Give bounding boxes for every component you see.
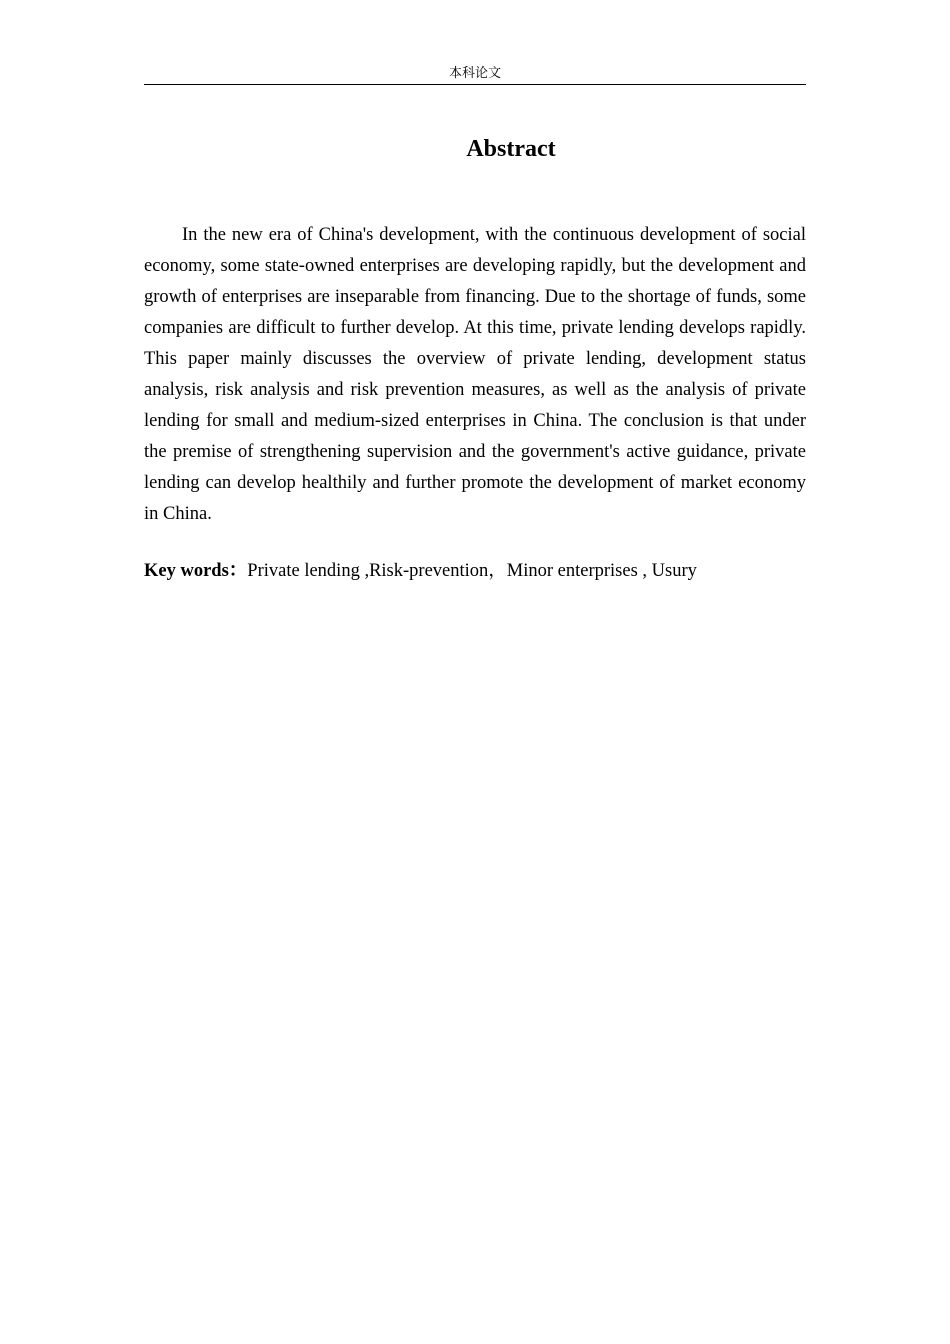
abstract-title: Abstract xyxy=(466,136,556,162)
keywords-line xyxy=(144,556,806,587)
abstract-body: In the new era of China's development, with the continuous development of social economy, some state-owned enterprises are developing rapidly, but the development and growth of enterprises are inseparable from financing. Due to the shortage of funds, some companies are difficult to further develop. At this time, private lending develops rapidly. This paper mainly discusses the overview of private lending, development status analysis, risk analysis and risk prevention measures, as well as the analysis of private lending for small and medium-sized enterprises in China. The conclusion is that under the premise of strengthening supervision and the government's active guidance, private lending can develop healthily and further promote the development of market economy in China. xyxy=(144,225,806,524)
keywords-values: Private lending ,Risk-prevention，Minor enterprises , Usury xyxy=(247,561,697,581)
keywords-label: Key words： xyxy=(144,561,248,581)
page-header xyxy=(144,64,806,85)
page-header-text: 本科论文 xyxy=(448,66,501,81)
